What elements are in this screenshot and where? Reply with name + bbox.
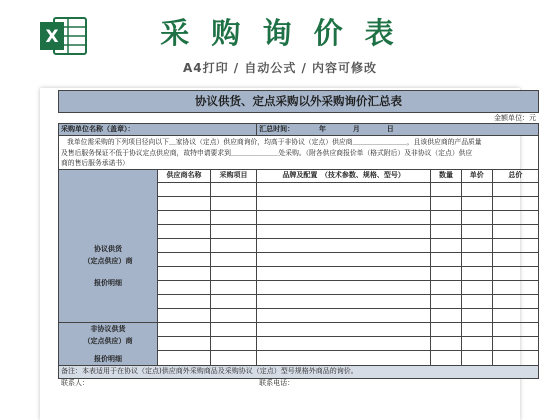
cell[interactable] [158, 224, 211, 238]
cell[interactable] [158, 266, 211, 280]
group-2-line-2: （定点供应）商 [83, 336, 133, 345]
cell[interactable] [158, 351, 211, 365]
cell[interactable] [431, 224, 462, 238]
cell[interactable] [210, 210, 256, 224]
cell[interactable] [431, 182, 462, 196]
paragraph-line-3: 商的售后服务承诺书） [61, 159, 129, 167]
cell[interactable] [257, 308, 431, 322]
cell[interactable] [210, 322, 256, 336]
cell[interactable] [492, 294, 538, 308]
cell[interactable] [431, 336, 462, 350]
unit-name-label: 采购单位名称（盖章）： [59, 124, 257, 136]
cell[interactable] [431, 210, 462, 224]
cell[interactable] [492, 280, 538, 294]
header-total: 总价 [492, 169, 538, 182]
group-2-line-1: 非协议供货 [90, 324, 126, 333]
cell[interactable] [210, 308, 256, 322]
sheet-title: 协议供货、定点采购以外采购询价汇总表 [59, 91, 539, 113]
cell[interactable] [210, 266, 256, 280]
cell[interactable] [461, 351, 492, 365]
header-unit-price: 单价 [461, 169, 492, 182]
cell[interactable] [431, 294, 462, 308]
cell[interactable] [461, 266, 492, 280]
group-non-agreement-suppliers [59, 322, 158, 365]
day-label: 日 [386, 125, 394, 133]
cell[interactable] [461, 252, 492, 266]
group-1-line-3: 报价明细 [94, 278, 123, 287]
paragraph-line-2: 及售后服务保证不低于协议定点供应商，故特申请要求到＿＿＿＿＿＿＿处采购。（附各供应商报价单（格式附后）及非协议（定点）供应 [61, 148, 473, 157]
cell[interactable] [431, 280, 462, 294]
paragraph-line-1: 我单位需采购的下列项目径向以下＿家协议（定点）供应商询价，均高于非协议（定点）供应商＿＿＿＿＿＿＿＿，且该供应商的产品质量 [67, 138, 482, 146]
cell[interactable] [492, 210, 538, 224]
cell[interactable] [210, 252, 256, 266]
cell[interactable] [492, 252, 538, 266]
cell[interactable] [257, 210, 431, 224]
cell[interactable] [257, 252, 431, 266]
header-brand-spec: 品牌及配置 （技术参数、规格、型号） [257, 169, 431, 182]
cell[interactable] [257, 182, 431, 196]
cell[interactable] [158, 210, 211, 224]
cell[interactable] [158, 252, 211, 266]
cell[interactable] [158, 280, 211, 294]
note-row: 备注：本表适用于在协议（定点)供应商外采购商品及采购协议（定点）型号规格外商品的询价。 [59, 365, 539, 378]
summary-time-label: 汇总时间： [259, 125, 295, 133]
cell[interactable] [257, 238, 431, 252]
cell[interactable] [492, 266, 538, 280]
cell[interactable] [431, 196, 462, 210]
cell[interactable] [210, 280, 256, 294]
cell[interactable] [431, 252, 462, 266]
cell[interactable] [257, 280, 431, 294]
cell[interactable] [431, 308, 462, 322]
header-supplier: 供应商名称 [158, 169, 211, 182]
year-label: 年 [319, 125, 326, 133]
cell[interactable] [461, 336, 492, 350]
cell[interactable] [257, 351, 431, 365]
cell[interactable] [210, 182, 256, 196]
cell[interactable] [210, 238, 256, 252]
page-title: 采 购 询 价 表 [160, 16, 400, 50]
summary-time-row [257, 124, 539, 136]
cell[interactable] [158, 294, 211, 308]
cell[interactable] [492, 238, 538, 252]
cell[interactable] [431, 322, 462, 336]
cell[interactable] [158, 196, 211, 210]
page-subtitle: A4打印 / 自动公式 / 内容可修改 [182, 61, 378, 75]
cell[interactable] [210, 351, 256, 365]
cell[interactable] [461, 308, 492, 322]
header-item: 采购项目 [210, 169, 256, 182]
cell[interactable] [492, 308, 538, 322]
cell[interactable] [461, 280, 492, 294]
cell[interactable] [461, 224, 492, 238]
header-quantity: 数量 [431, 169, 462, 182]
unit-label: 金额单位：元 [59, 113, 539, 124]
cell[interactable] [431, 266, 462, 280]
cell[interactable] [257, 266, 431, 280]
cell[interactable] [257, 224, 431, 238]
cell[interactable] [492, 224, 538, 238]
cell[interactable] [461, 182, 492, 196]
cell[interactable] [158, 322, 211, 336]
cell[interactable] [210, 224, 256, 238]
group-1-line-1: 协议供货 [94, 244, 123, 253]
contact-label: 联系人： [59, 378, 257, 389]
cell[interactable] [257, 336, 431, 350]
cell[interactable] [461, 210, 492, 224]
cell[interactable] [492, 351, 538, 365]
group-agreement-suppliers [59, 169, 158, 322]
cell[interactable] [461, 238, 492, 252]
cell[interactable] [461, 322, 492, 336]
cell[interactable] [158, 336, 211, 350]
cell[interactable] [257, 322, 431, 336]
cell[interactable] [431, 238, 462, 252]
inquiry-table [58, 90, 539, 390]
cell[interactable] [492, 322, 538, 336]
group-1-line-2: （定点供应）商 [83, 256, 133, 265]
cell[interactable] [158, 182, 211, 196]
cell[interactable] [210, 336, 256, 350]
cell[interactable] [492, 196, 538, 210]
cell[interactable] [461, 294, 492, 308]
request-paragraph [59, 136, 539, 170]
cell[interactable] [431, 351, 462, 365]
cell[interactable] [492, 182, 538, 196]
cell[interactable] [257, 196, 431, 210]
cell[interactable] [210, 294, 256, 308]
cell[interactable] [158, 308, 211, 322]
cell[interactable] [461, 196, 492, 210]
group-2-line-3: 报价明细 [94, 354, 123, 363]
hero-banner [0, 0, 560, 88]
month-label: 月 [352, 125, 360, 133]
contact-phone-label: 联系电话： [257, 378, 539, 389]
excel-icon-letter: X [45, 27, 59, 47]
table-row [59, 322, 539, 336]
cell[interactable] [492, 336, 538, 350]
cell[interactable] [158, 238, 211, 252]
cell[interactable] [210, 196, 256, 210]
spreadsheet-preview [40, 88, 536, 420]
cell[interactable] [257, 294, 431, 308]
